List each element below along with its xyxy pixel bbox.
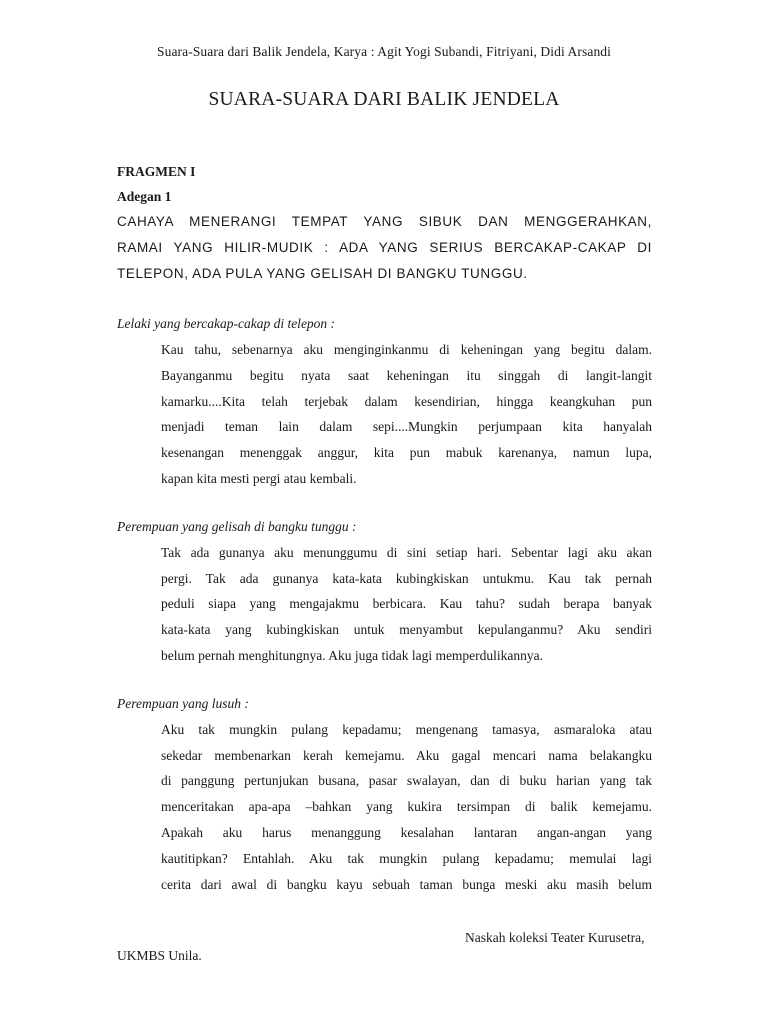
footer-credit-continued: UKMBS Unila.: [117, 948, 202, 963]
speaker-name: Perempuan yang lusuh :: [117, 695, 249, 711]
scene-heading: Adegan 1: [117, 189, 172, 204]
stage-direction: [117, 209, 652, 287]
speech-text: [161, 717, 652, 898]
speech-line: pergi. Tak ada gunanya kata-kata kubingkiskan untukmu. Kau tak pernah: [161, 570, 652, 586]
speech-line: belum pernah menghitungnya. Aku juga tidak lagi memperdulikannya.: [161, 647, 544, 663]
dialogue-block: [117, 691, 652, 898]
stage-direction-line: RAMAI YANG HILIR-MUDIK : ADA YANG SERIUS BERCAKAP-CAKAP DI: [117, 240, 652, 255]
speech-line: sekedar membenarkan kerah kemejamu. Aku gagal mencari nama belakangku: [161, 747, 652, 763]
speech-line: Bayanganmu begitu nyata saat keheningan itu singgah di langit-langit: [161, 367, 652, 383]
speech-line: kesenangan menenggak anggur, kita pun mabuk karenanya, namun lupa,: [161, 445, 652, 461]
dialogue-block: [117, 311, 652, 492]
speech-line: kautitipkan? Entahlah. Aku tak mungkin pulang kepadamu; memulai lagi: [161, 850, 652, 866]
speaker-name: Lelaki yang bercakap-cakap di telepon :: [117, 316, 336, 331]
footer-credit: Naskah koleksi Teater Kurusetra,: [465, 930, 645, 945]
speech-line: Aku tak mungkin pulang kepadamu; mengenang tamasya, asmaraloka atau: [161, 721, 652, 737]
speaker-name: Perempuan yang gelisah di bangku tunggu :: [117, 518, 357, 534]
running-header: Suara-Suara dari Balik Jendela, Karya : Agit Yogi Subandi, Fitriyani, Didi Arsandi: [156, 44, 612, 59]
speech-line: kata-kata yang kubingkiskan untuk menyambut kepulanganmu? Aku sendiri: [161, 622, 652, 638]
speech-text: [161, 337, 652, 492]
speech-line: cerita dari awal di bangku kayu sebuah taman bunga meski aku masih belum: [161, 876, 652, 892]
speech-line: menceritakan apa-apa –bahkan yang kukira tersimpan di balik kemejamu.: [161, 799, 652, 815]
speech-line: di panggung pertunjukan busana, pasar swalayan, dan di buku harian yang tak: [161, 773, 652, 789]
speech-line: peduli siapa yang mengajakmu berbicara. Kau tahu? sudah berapa banyak: [161, 596, 652, 612]
stage-direction-line: TELEPON, ADA PULA YANG GELISAH DI BANGKU TUNGGU.: [117, 266, 528, 281]
fragment-heading: FRAGMEN I: [117, 164, 196, 179]
page-title: SUARA-SUARA DARI BALIK JENDELA: [208, 89, 560, 110]
speech-line: menjadi teman lain dalam sepi....Mungkin perjumpaan kita hanyalah: [161, 419, 652, 435]
speech-line: kapan kita mesti pergi atau kembali.: [161, 470, 357, 486]
script-body: [117, 162, 652, 897]
speech-line: Tak ada gunanya aku menunggumu di sini setiap hari. Sebentar lagi aku akan: [161, 544, 652, 560]
speech-line: kamarku....Kita telah terjebak dalam kesendirian, hingga keangkuhan pun: [161, 393, 652, 409]
speech-text: [161, 540, 652, 669]
stage-direction-line: CAHAYA MENERANGI TEMPAT YANG SIBUK DAN MENGGERAHKAN,: [117, 214, 652, 229]
speech-line: Kau tahu, sebenarnya aku menginginkanmu di keheningan yang begitu dalam.: [161, 342, 652, 357]
dialogue-block: [117, 514, 652, 669]
speech-line: Apakah aku harus menanggung kesalahan lantaran angan-angan yang: [161, 824, 652, 840]
